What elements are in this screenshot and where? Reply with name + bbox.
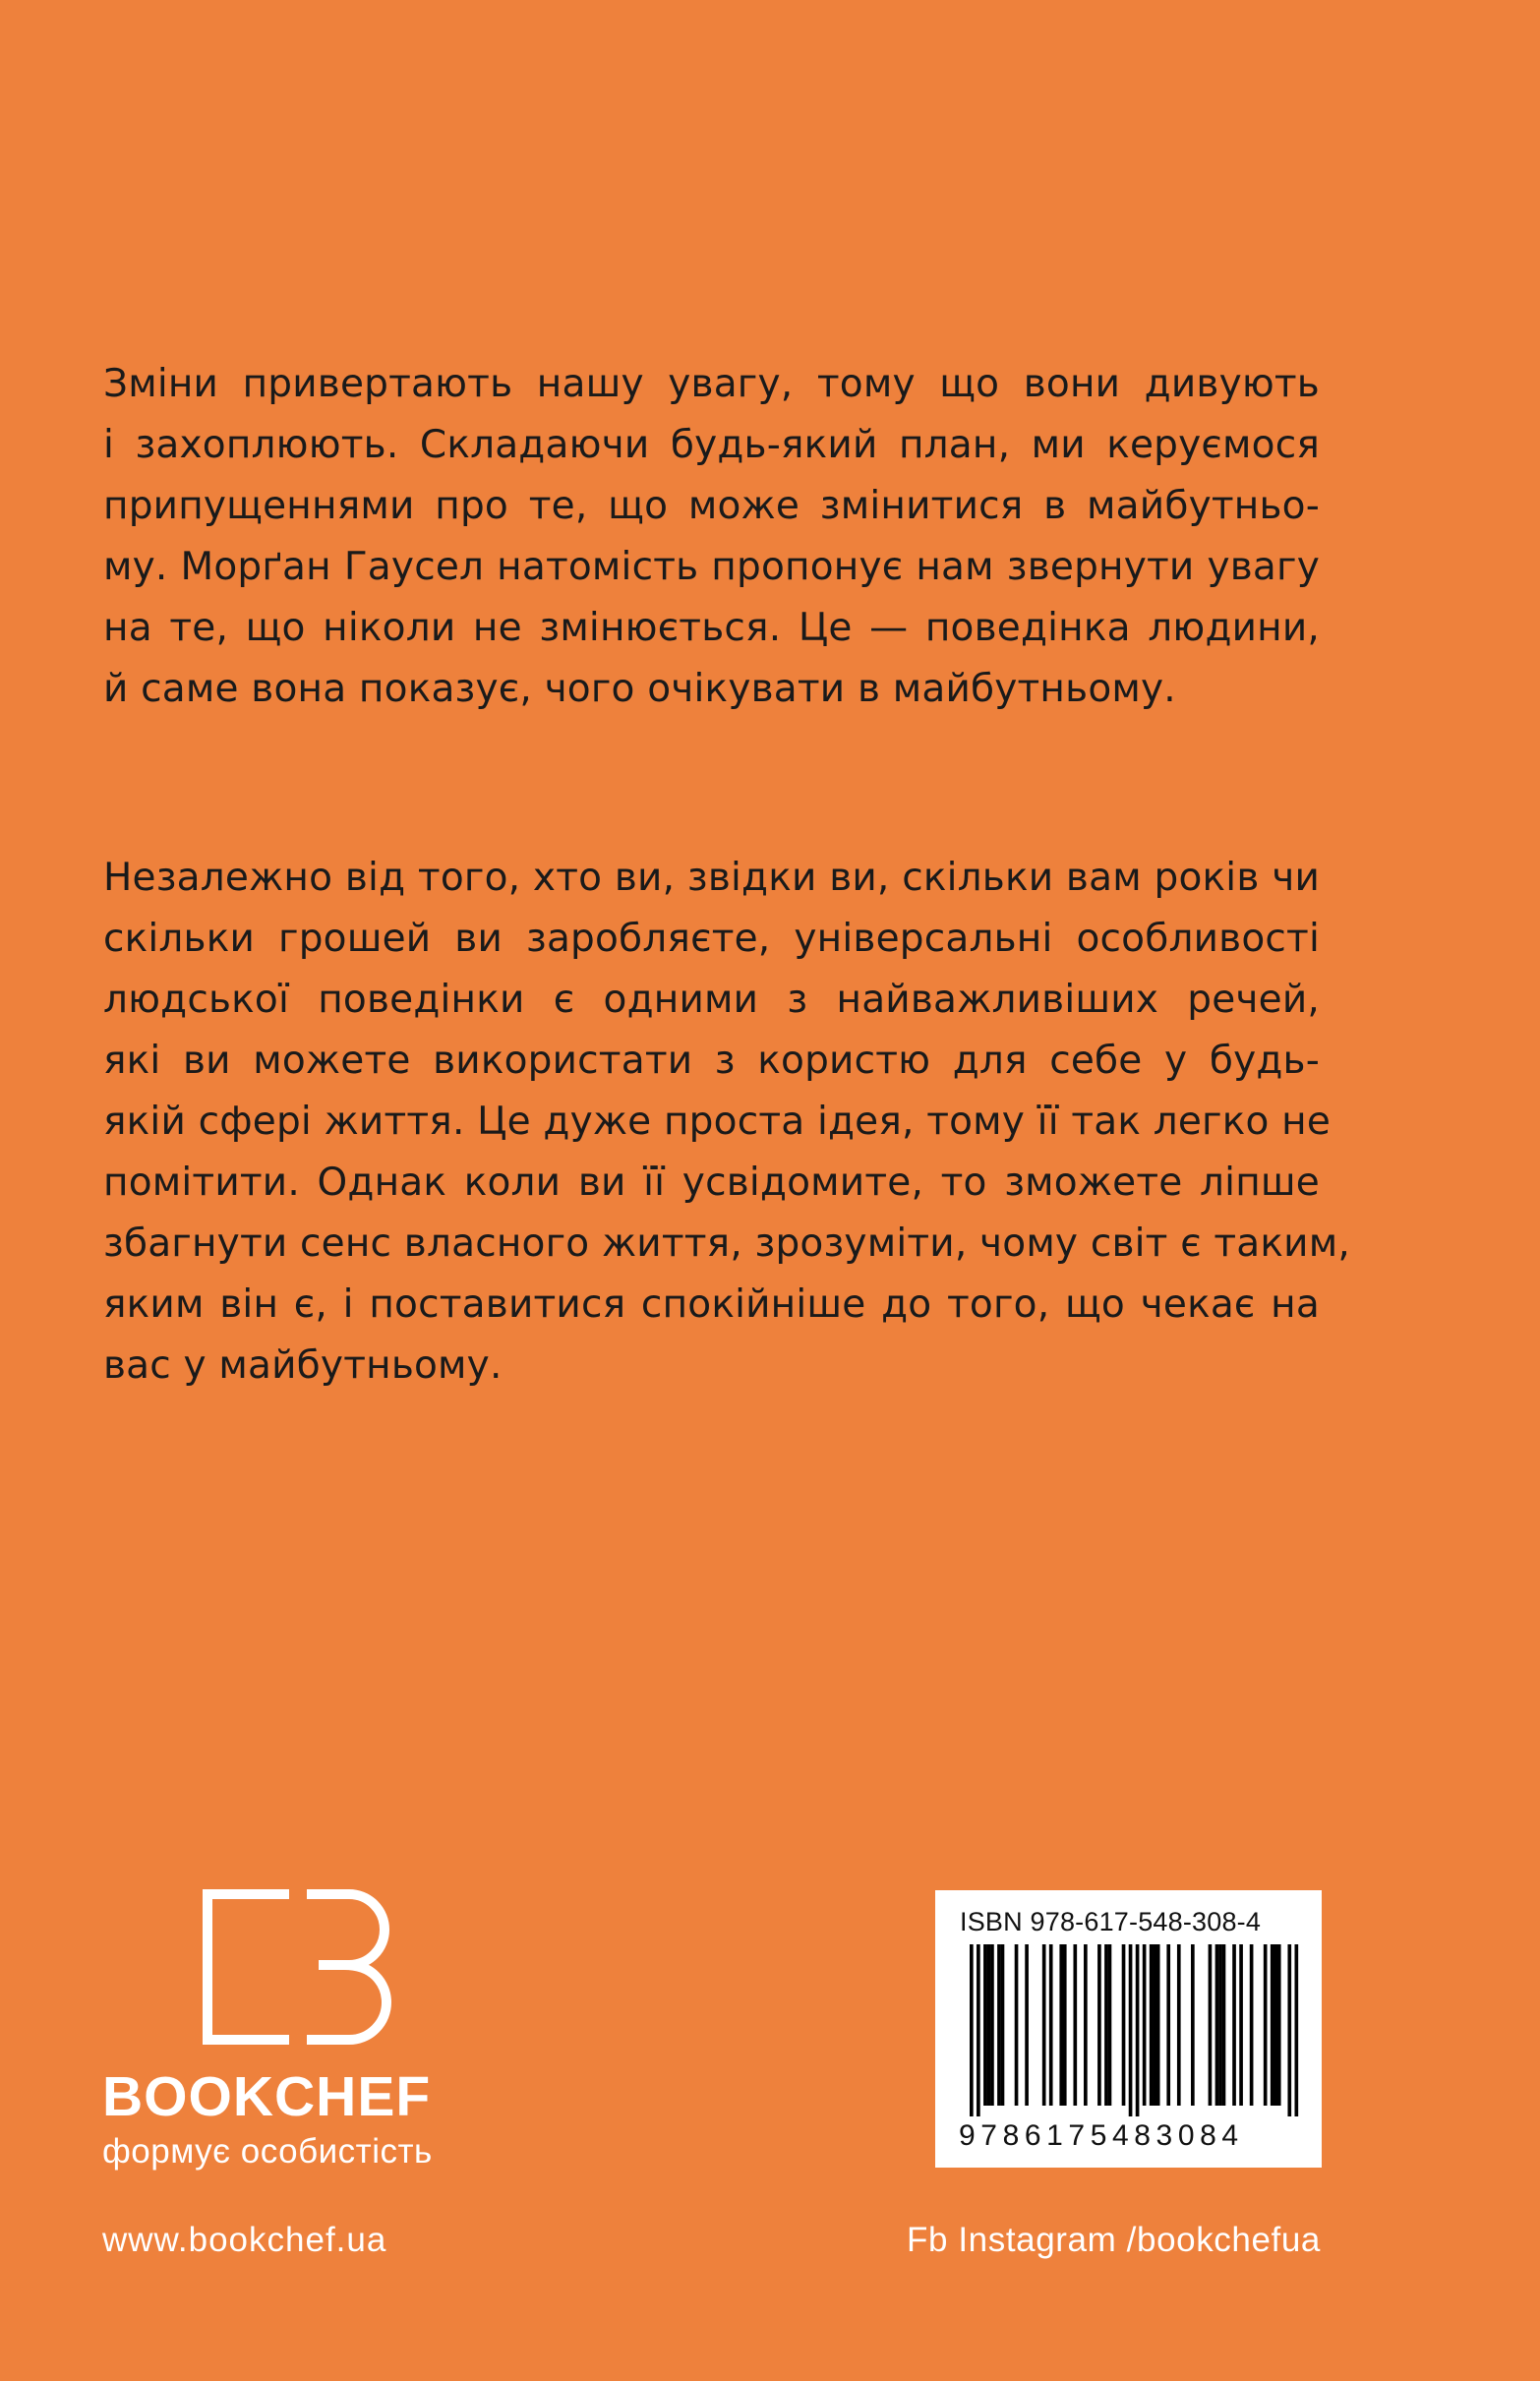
barcode-bar	[1239, 1944, 1243, 2106]
blurb-line: скільки грошей ви заробляєте, універсальні особливості	[103, 917, 1320, 961]
blurb-line: припущеннями про те, що може змінитися в майбутньо-	[103, 484, 1320, 528]
barcode-bar	[1143, 1944, 1147, 2106]
blurb-line: Незалежно від того, хто ви, звідки ви, скільки вам років чи	[103, 856, 1320, 900]
barcode-bar	[1250, 1944, 1254, 2106]
barcode-bar	[1215, 1944, 1219, 2106]
publisher-tagline: формує особистість	[102, 2132, 433, 2171]
barcode-bar	[1063, 1944, 1067, 2106]
barcode-image	[956, 1944, 1300, 2116]
barcode-bar	[1287, 1944, 1291, 2116]
barcode-bar	[1136, 1944, 1140, 2116]
barcode-bar	[1122, 1944, 1126, 2106]
barcode-bar	[1015, 1944, 1019, 2106]
barcode-bar	[1232, 1944, 1236, 2106]
barcode-bar	[1156, 1944, 1160, 2106]
barcode-bar	[977, 1944, 980, 2116]
barcode-bar	[1042, 1944, 1046, 2106]
isbn-label: ISBN 978-617-548-308-4	[960, 1907, 1262, 1936]
barcode-bar	[1222, 1944, 1226, 2106]
barcode-bar	[1097, 1944, 1101, 2106]
blurb-line: які ви можете використати з користю для себе у будь-	[103, 1039, 1320, 1083]
blurb-line: му. Морґан Гаусел натомість пропонує нам звернути увагу	[103, 545, 1320, 589]
publisher-name: BOOKCHEF	[102, 2065, 432, 2128]
blurb-line: на те, що ніколи не змінюється. Це — поведінка людини,	[103, 606, 1320, 650]
barcode-bar	[1059, 1944, 1063, 2106]
barcode-bar	[1150, 1944, 1154, 2106]
barcode-bar	[1277, 1944, 1281, 2106]
barcode-bar	[1191, 1944, 1195, 2106]
blurb-line: Зміни привертають нашу увагу, тому що вони дивують	[103, 362, 1320, 406]
barcode-bar	[1264, 1944, 1268, 2106]
barcode-bar	[1073, 1944, 1077, 2106]
barcode-bar	[1294, 1944, 1298, 2116]
barcode-bar	[1177, 1944, 1181, 2106]
barcode-bar	[1273, 1944, 1277, 2106]
barcode-bar	[990, 1944, 994, 2106]
blurb-paragraph-1	[103, 354, 1320, 720]
barcode-bar	[1129, 1944, 1133, 2116]
publisher-website-link[interactable]: www.bookchef.ua	[102, 2221, 387, 2259]
barcode-bar	[983, 1944, 987, 2106]
barcode-bar	[1209, 1944, 1213, 2106]
publisher-logo	[102, 1888, 515, 2173]
barcode-digits: 9786175483084	[959, 2119, 1244, 2152]
barcode-bar	[1049, 1944, 1053, 2106]
barcode-bar	[1108, 1944, 1112, 2106]
blurb-line: й саме вона показує, чого очікувати в майбутньому.	[103, 667, 1176, 711]
blurb-line: помітити. Однак коли ви її усвідомите, то зможете ліпше	[103, 1161, 1320, 1205]
barcode-bar	[1271, 1944, 1274, 2106]
barcode-panel	[935, 1890, 1322, 2168]
barcode-bar	[1104, 1944, 1108, 2106]
blurb-line: і захоплюють. Складаючи будь-який план, ми керуємося	[103, 423, 1320, 467]
barcode-bar	[987, 1944, 991, 2106]
publisher-social-handles[interactable]: Fb Instagram /bookchefua	[906, 2221, 1321, 2259]
blurb-line: яким він є, і поставитися спокійніше до того, що чекає на	[103, 1282, 1320, 1327]
barcode-bar	[1001, 1944, 1005, 2106]
barcode-bar	[1166, 1944, 1170, 2106]
barcode-bar	[970, 1944, 974, 2116]
barcode-bar	[997, 1944, 1001, 2106]
bookchef-cb-logo-icon	[202, 1888, 398, 2046]
blurb-line: людської поведінки є одними з найважливіших речей,	[103, 978, 1320, 1022]
blurb-paragraph-2	[103, 848, 1350, 1397]
barcode-bar	[1025, 1944, 1029, 2106]
blurb-line: вас у майбутньому.	[103, 1343, 503, 1388]
barcode-bar	[1084, 1944, 1088, 2106]
barcode-bar	[1218, 1944, 1222, 2106]
barcode-bar	[1153, 1944, 1156, 2106]
blurb-line: якій сфері життя. Це дуже проста ідея, тому її так легко не	[103, 1100, 1332, 1144]
blurb-line: збагнути сенс власного життя, зрозуміти, чому світ є таким,	[103, 1221, 1350, 1266]
